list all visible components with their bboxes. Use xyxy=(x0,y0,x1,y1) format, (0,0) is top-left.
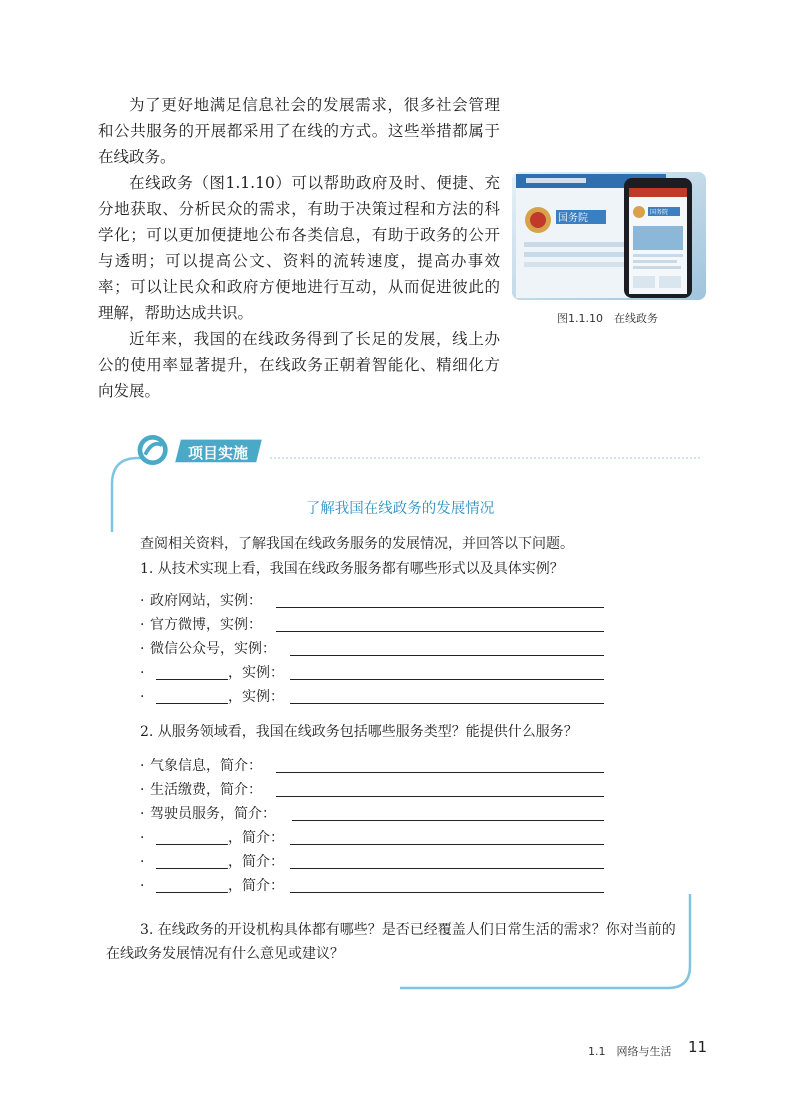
q2-row: · 驾驶员服务，简介： xyxy=(140,806,276,822)
answer-line[interactable] xyxy=(276,607,604,608)
q1-row-label: ，实例： xyxy=(228,689,284,705)
answer-line[interactable] xyxy=(290,655,604,656)
q2-row-label: ，简介： xyxy=(228,854,284,870)
q1-row: · xyxy=(140,689,145,705)
q2-row: · xyxy=(140,854,145,870)
answer-line[interactable] xyxy=(290,892,604,893)
answer-line[interactable] xyxy=(276,631,604,632)
q2-row: · xyxy=(140,830,145,846)
section-footer: 1.1 网络与生活 xyxy=(588,1045,672,1058)
q1-row: · 官方微博，实例： xyxy=(140,617,262,633)
monitor-screen-title: 国务院 xyxy=(558,213,588,224)
q2-row: · xyxy=(140,878,145,894)
activity-title: 了解我国在线政务的发展情况 xyxy=(305,501,495,517)
answer-line[interactable] xyxy=(292,820,604,821)
phone-screen-title: 国务院 xyxy=(650,209,669,216)
intro-paragraph-3: 近年来，我国的在线政务得到了长足的发展，线上办公的使用率显著提升，在线政务正朝着智能化、精细化方向发展。 xyxy=(98,330,500,400)
answer-line[interactable] xyxy=(290,703,604,704)
project-intro: 查阅相关资料，了解我国在线政务服务的发展情况，并回答以下问题。 xyxy=(140,536,574,552)
online-government-figure xyxy=(512,172,706,300)
project-badge-label: 项目实施 xyxy=(188,444,249,462)
blank-line[interactable] xyxy=(156,892,228,893)
online-government-illustration xyxy=(512,172,706,300)
answer-line[interactable] xyxy=(290,844,604,845)
blank-line[interactable] xyxy=(156,844,228,845)
q1-row: · 政府网站，实例： xyxy=(140,593,262,609)
question-1: 1. 从技术实现上看，我国在线政务服务都有哪些形式以及具体实例？ xyxy=(140,561,564,577)
answer-line[interactable] xyxy=(276,796,604,797)
question-2: 2. 从服务领域看，我国在线政务包括哪些服务类型？能提供什么服务？ xyxy=(140,724,578,740)
q1-row-label: ，实例： xyxy=(228,665,284,681)
q2-row-label: ，简介： xyxy=(228,830,284,846)
q2-row-label: ，简介： xyxy=(228,878,284,894)
figure-caption: 图1.1.10 在线政务 xyxy=(557,312,658,325)
blank-line[interactable] xyxy=(156,679,228,680)
answer-line[interactable] xyxy=(290,868,604,869)
page-number: 11 xyxy=(688,1038,708,1056)
q2-row: · 气象信息，简介： xyxy=(140,758,262,774)
blank-line[interactable] xyxy=(156,868,228,869)
blank-line[interactable] xyxy=(156,703,228,704)
intro-paragraph-2: 在线政务（图1.1.10）可以帮助政府及时、便捷、充分地获取、分析民众的需求，有助于决策过程和方法的科学化；可以更加便捷地公布各类信息，有助于政务的公开与透明；可以提高公文、资料的流转速度，提高办事效率；可以让民众和政府方便地进行互动，从而促进彼此的理解，帮助达成共识。 xyxy=(98,174,500,322)
answer-line[interactable] xyxy=(290,679,604,680)
q1-row: · xyxy=(140,665,145,681)
intro-paragraph-1: 为了更好地满足信息社会的发展需求，很多社会管理和公共服务的开展都采用了在线的方式。这些举措都属于在线政务。 xyxy=(98,96,500,166)
question-3: 3. 在线政务的开设机构具体都有哪些？是否已经覆盖人们日常生活的需求？你对当前的在线政务发展情况有什么意见或建议？ xyxy=(106,922,676,962)
q2-row: · 生活缴费，简介： xyxy=(140,782,262,798)
q1-row: · 微信公众号，实例： xyxy=(140,641,276,657)
answer-line[interactable] xyxy=(276,772,604,773)
